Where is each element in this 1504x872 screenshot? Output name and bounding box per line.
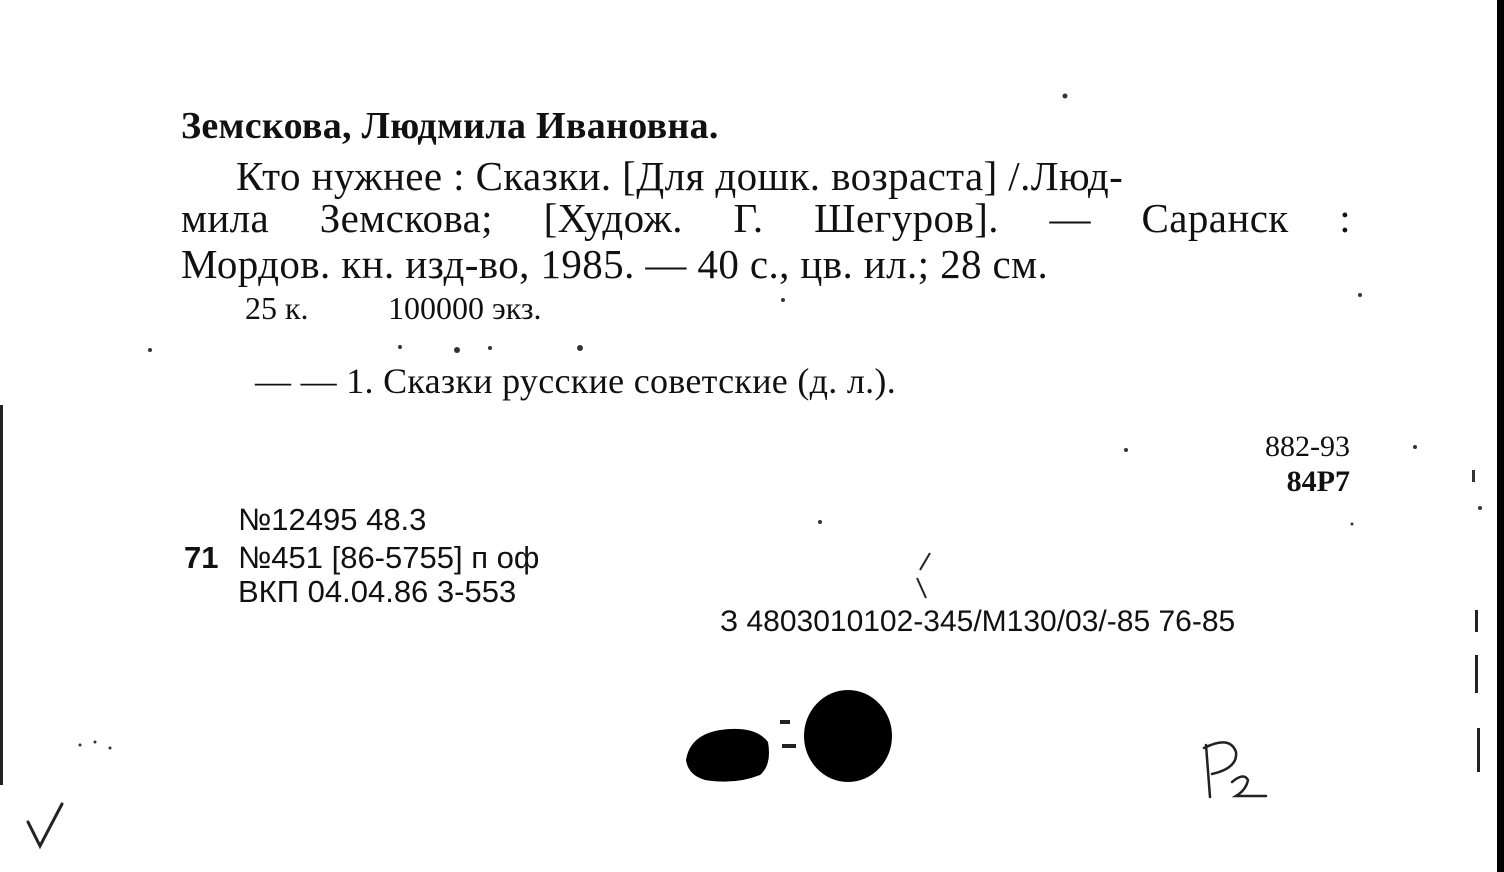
pen-stroke bbox=[917, 578, 926, 598]
tech-line-1: №12495 48.3 bbox=[238, 502, 427, 537]
margin-tick bbox=[1472, 470, 1475, 482]
isbn-line: З 4803010102-345/М130/03/-85 76-85 bbox=[720, 605, 1236, 638]
handwritten-checkmark bbox=[28, 804, 62, 846]
subject-heading: — — 1. Сказки русские советские (д. л.). bbox=[255, 361, 897, 401]
scan-edge-left bbox=[0, 405, 3, 785]
tech-line-2-prefix: 71 bbox=[184, 540, 219, 575]
ink-blot-small bbox=[686, 729, 769, 782]
margin-tick bbox=[1477, 728, 1480, 772]
ink-fleck bbox=[782, 744, 796, 748]
title-line-3: Мордов. кн. изд-во, 1985. — 40 с., цв. ил.; 28 см. bbox=[181, 241, 1049, 287]
tech-line-2: №451 [86-5755] п оф bbox=[238, 540, 540, 575]
print-run: 100000 экз. bbox=[388, 290, 542, 326]
margin-tick bbox=[1475, 655, 1478, 693]
pen-stroke bbox=[920, 553, 930, 570]
handwritten-initials bbox=[1204, 742, 1266, 797]
ink-fleck bbox=[780, 720, 790, 724]
class-code-udc: 882-93 bbox=[1265, 430, 1350, 463]
class-code-bbk: 84Р7 bbox=[1286, 465, 1350, 498]
ink-blot-large bbox=[804, 690, 892, 782]
author-heading: Земскова, Людмила Ивановна. bbox=[181, 105, 719, 147]
price: 25 к. bbox=[245, 290, 309, 326]
tech-line-3: ВКП 04.04.86 3-553 bbox=[238, 574, 517, 609]
margin-tick bbox=[1475, 610, 1478, 632]
title-line-1: Кто нужнее : Сказки. [Для дошк. возраста] /.Люд- bbox=[236, 153, 1124, 199]
scan-edge-right bbox=[1497, 0, 1504, 872]
title-line-2: мила Земскова; [Худож. Г. Шегуров]. — Саранск : bbox=[181, 195, 1351, 241]
